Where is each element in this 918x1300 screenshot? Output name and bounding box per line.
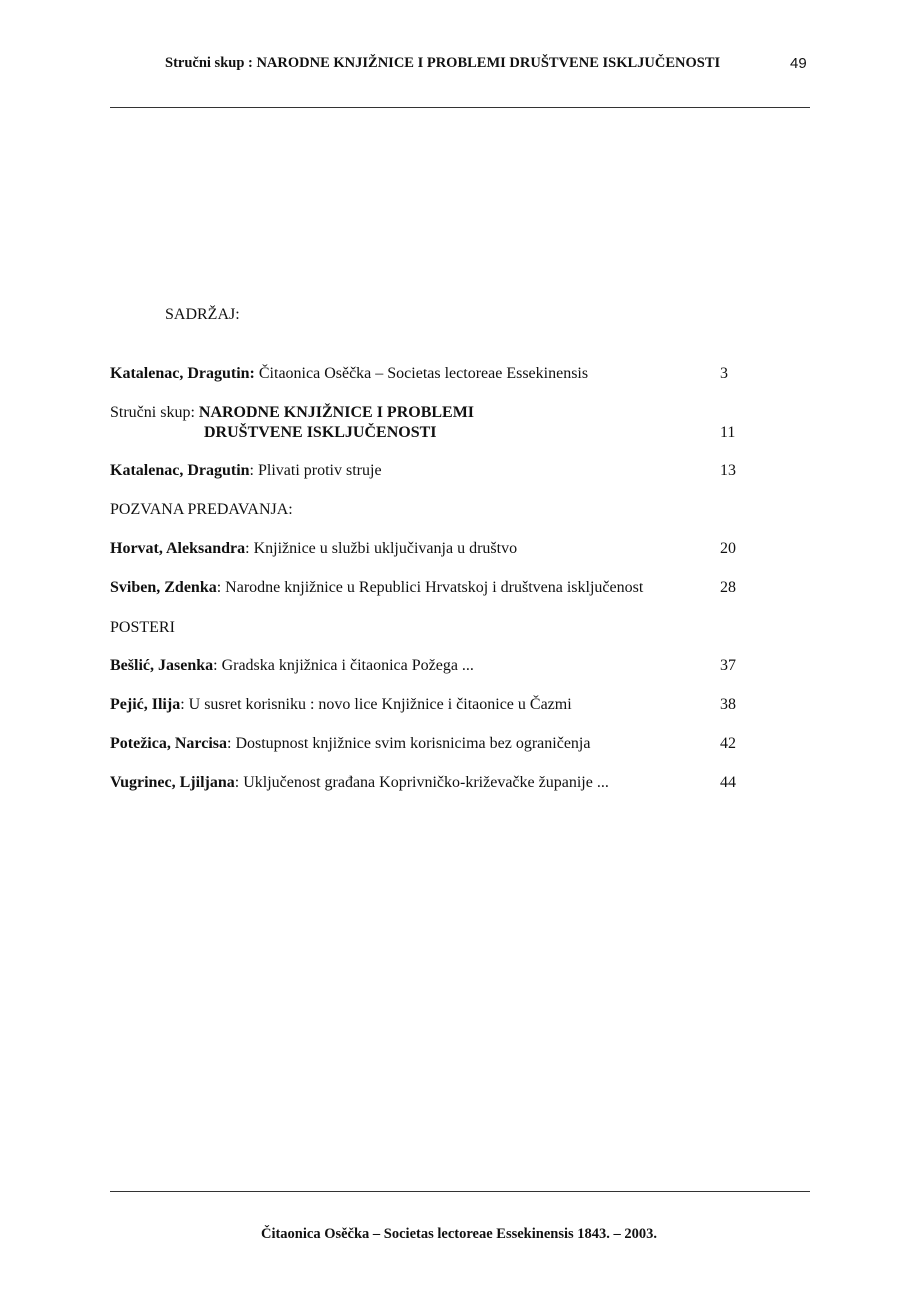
toc-entry-page: 38 xyxy=(720,696,736,713)
toc-entry-author: Horvat, Aleksandra xyxy=(110,540,246,557)
toc-entry-page: 42 xyxy=(720,735,736,752)
toc-entry-author: Pejić, Ilija xyxy=(110,696,181,713)
toc-entry xyxy=(110,695,740,715)
toc-entry-author: Katalenac, Dragutin xyxy=(110,462,250,479)
toc-entry-title: : Uključenost građana Koprivničko-križevačke županije ... xyxy=(234,774,609,791)
toc-entry-author: Bešlić, Jasenka xyxy=(110,657,214,674)
toc-entry-title: : Plivati protiv struje xyxy=(249,462,382,479)
toc-entry-title-continued: DRUŠTVENE ISKLJUČENOSTI xyxy=(204,424,437,441)
toc-entry xyxy=(110,773,740,793)
toc-entry xyxy=(110,403,740,443)
toc-entry xyxy=(110,656,740,676)
toc-entry-page: 11 xyxy=(720,424,736,441)
toc-entry-page: 13 xyxy=(720,462,736,479)
toc-entry xyxy=(110,578,740,598)
page-number: 49 xyxy=(790,55,807,72)
toc-entry-page: 20 xyxy=(720,540,736,557)
toc-section-heading: POSTERI xyxy=(110,619,175,636)
toc-entry xyxy=(110,364,740,384)
toc-entry-author: Sviben, Zdenka xyxy=(110,579,217,596)
toc-entry-author: Potežica, Narcisa xyxy=(110,735,227,752)
toc-heading: SADRŽAJ: xyxy=(165,306,240,323)
toc-entry-page: 3 xyxy=(720,365,728,382)
toc-entry xyxy=(110,461,740,481)
running-footer: Čitaonica Osěčka – Societas lectoreae Essekinensis 1843. – 2003. xyxy=(260,1226,658,1242)
toc-entry-page: 44 xyxy=(720,774,736,791)
toc-entry-title: : Narodne knjižnice u Republici Hrvatskoj i društvena isključenost xyxy=(216,579,644,596)
toc-section-heading: POZVANA PREDAVANJA: xyxy=(110,501,293,518)
toc-entry-author: Vugrinec, Ljiljana xyxy=(110,774,235,791)
toc-entry-author: Katalenac, Dragutin: xyxy=(110,365,255,382)
toc-entry-title: : Gradska knjižnica i čitaonica Požega ... xyxy=(213,657,474,674)
toc-entry xyxy=(110,734,740,754)
toc-entry-title: NARODNE KNJIŽNICE I PROBLEMI xyxy=(198,404,475,421)
running-header: Stručni skup : NARODNE KNJIŽNICE I PROBLEMI DRUŠTVENE ISKLJUČENOSTI xyxy=(165,55,721,71)
footer-rule xyxy=(110,1191,810,1192)
toc-entry-title: : Knjižnice u službi uključivanja u društvo xyxy=(245,540,518,557)
toc-entry-title: Čitaonica Osěčka – Societas lectoreae Essekinensis xyxy=(254,365,589,382)
toc-entry xyxy=(110,539,740,559)
toc-entry-prefix: Stručni skup: xyxy=(110,404,199,421)
header-rule xyxy=(110,107,810,108)
toc-entry-title: : U susret korisniku : novo lice Knjižnice i čitaonice u Čazmi xyxy=(180,696,572,713)
toc-entry-title: : Dostupnost knjižnice svim korisnicima bez ograničenja xyxy=(227,735,591,752)
toc-entry-page: 28 xyxy=(720,579,736,596)
toc-entry-page: 37 xyxy=(720,657,736,674)
